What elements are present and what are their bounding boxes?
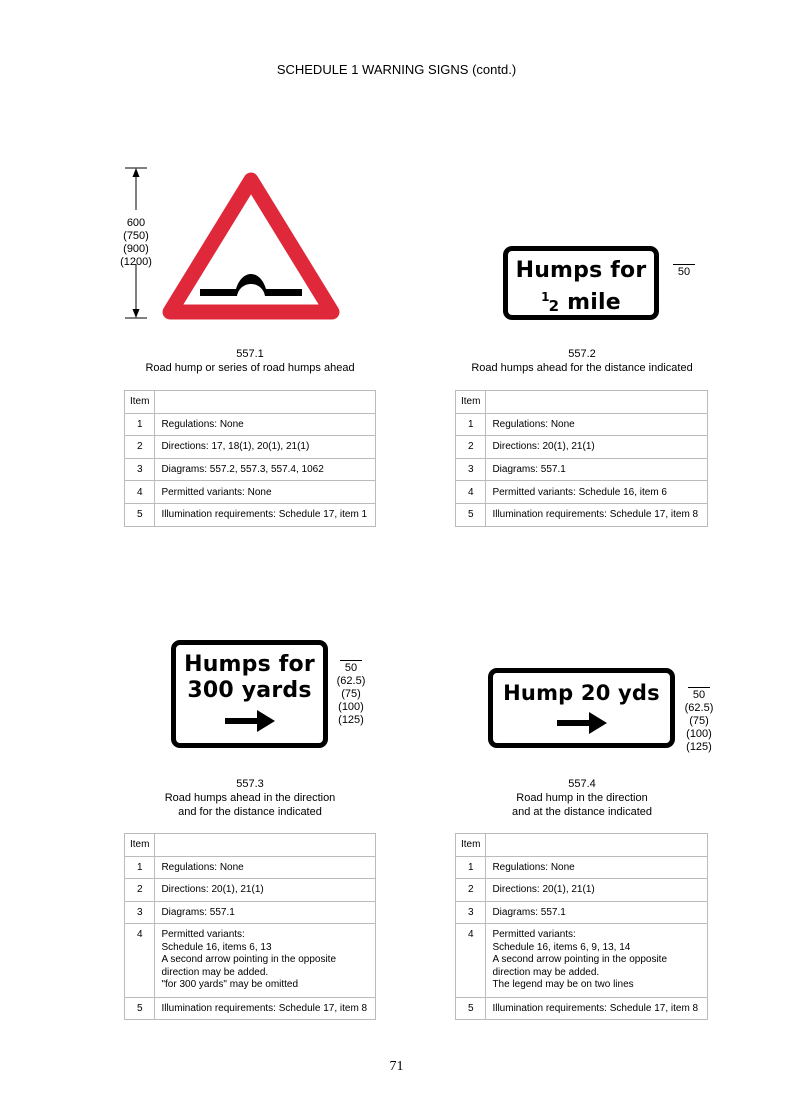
item-text-line: Schedule 16, items 6, 13 bbox=[161, 941, 272, 953]
item-text: Illumination requirements: Schedule 17, item 8 bbox=[486, 503, 708, 526]
item-text: Regulations: None bbox=[486, 856, 708, 879]
arrow-right-icon bbox=[555, 710, 609, 736]
item-number: 4 bbox=[125, 924, 155, 998]
sign-caption bbox=[456, 777, 708, 819]
dim-value: (125) bbox=[686, 741, 712, 753]
item-header: Item bbox=[456, 834, 486, 857]
item-text-line: Schedule 16, items 6, 9, 13, 14 bbox=[492, 941, 631, 953]
item-number: 2 bbox=[125, 879, 155, 902]
dim-value: 600 bbox=[126, 217, 146, 229]
item-text-line: A second arrow pointing in the opposite bbox=[492, 954, 668, 966]
item-number: 3 bbox=[125, 901, 155, 924]
sign-description: and for the distance indicated bbox=[178, 806, 322, 818]
dim-value: (125) bbox=[338, 714, 364, 726]
arrow-right-icon bbox=[223, 708, 277, 734]
item-number: 5 bbox=[456, 503, 486, 526]
sign-caption bbox=[125, 777, 375, 819]
items-table bbox=[455, 833, 708, 1020]
item-number: 5 bbox=[125, 997, 155, 1020]
item-number: 1 bbox=[456, 856, 486, 879]
dim-value: (100) bbox=[686, 728, 712, 740]
dimension-label bbox=[336, 660, 366, 727]
item-number: 2 bbox=[456, 436, 486, 459]
dim-value: (100) bbox=[338, 701, 364, 713]
item-text: Permitted variants: None bbox=[155, 481, 376, 504]
humps-half-mile-sign bbox=[503, 246, 659, 320]
humps-300-yards-sign bbox=[171, 640, 328, 748]
dimension-label bbox=[672, 264, 696, 279]
dim-value: 50 bbox=[340, 660, 362, 675]
sign-legend-line: Hump 20 yds bbox=[503, 681, 660, 705]
item-text-line: direction may be added. bbox=[492, 966, 600, 978]
item-text-line: Permitted variants: bbox=[161, 929, 245, 941]
item-number: 1 bbox=[456, 413, 486, 436]
sign-caption bbox=[456, 347, 708, 375]
dimension-label bbox=[114, 217, 158, 269]
sign-legend-line bbox=[508, 284, 654, 320]
dim-value: (62.5) bbox=[684, 702, 714, 714]
sign-number: 557.3 bbox=[236, 778, 264, 790]
item-number: 3 bbox=[456, 458, 486, 481]
item-text: Permitted variants: Schedule 16, item 6 bbox=[486, 481, 708, 504]
item-text: Directions: 20(1), 21(1) bbox=[155, 879, 376, 902]
dim-value: (1200) bbox=[120, 256, 152, 268]
dim-value: (750) bbox=[123, 230, 149, 242]
sign-legend-line: 300 yards bbox=[187, 678, 312, 703]
item-text: Diagrams: 557.1 bbox=[486, 458, 708, 481]
sign-caption bbox=[125, 347, 375, 375]
item-number: 3 bbox=[456, 901, 486, 924]
sign-legend-text: mile bbox=[559, 290, 621, 315]
item-number: 4 bbox=[125, 481, 155, 504]
item-number: 3 bbox=[125, 458, 155, 481]
item-header: Item bbox=[125, 391, 155, 414]
item-number: 4 bbox=[456, 924, 486, 998]
item-text: Regulations: None bbox=[486, 413, 708, 436]
item-text: Illumination requirements: Schedule 17, item 8 bbox=[155, 997, 376, 1020]
item-number: 1 bbox=[125, 856, 155, 879]
road-hump-icon bbox=[200, 274, 302, 296]
dimension-label bbox=[684, 687, 714, 754]
item-text: Directions: 17, 18(1), 20(1), 21(1) bbox=[155, 436, 376, 459]
item-header: Item bbox=[125, 834, 155, 857]
item-number: 2 bbox=[456, 879, 486, 902]
page-header: SCHEDULE 1 WARNING SIGNS (contd.) bbox=[276, 62, 517, 77]
item-text-line: "for 300 yards" may be omitted bbox=[161, 979, 299, 991]
item-number: 4 bbox=[456, 481, 486, 504]
dim-value: 50 bbox=[673, 264, 695, 279]
item-text: Regulations: None bbox=[155, 413, 376, 436]
item-text-line: A second arrow pointing in the opposite bbox=[161, 954, 337, 966]
dim-value: (62.5) bbox=[336, 675, 366, 687]
sign-description: and at the distance indicated bbox=[511, 806, 653, 818]
item-text bbox=[486, 924, 708, 998]
sign-description: Road hump or series of road humps ahead bbox=[145, 362, 355, 374]
item-number: 2 bbox=[125, 436, 155, 459]
items-table bbox=[124, 833, 376, 1020]
dim-value: (900) bbox=[123, 243, 149, 255]
sign-description: Road humps ahead in the direction bbox=[164, 792, 336, 804]
sign-number: 557.1 bbox=[236, 348, 264, 360]
dim-value: (75) bbox=[341, 688, 361, 700]
sign-description: Road humps ahead for the distance indicated bbox=[471, 362, 693, 374]
page-number: 71 bbox=[389, 1059, 404, 1074]
item-text: Diagrams: 557.1 bbox=[486, 901, 708, 924]
item-number: 5 bbox=[125, 503, 155, 526]
sign-legend-line: Humps for bbox=[184, 652, 315, 677]
dim-value: 50 bbox=[688, 687, 710, 702]
item-number: 5 bbox=[456, 997, 486, 1020]
item-header: Item bbox=[456, 391, 486, 414]
items-table bbox=[124, 390, 376, 527]
item-text: Directions: 20(1), 21(1) bbox=[486, 879, 708, 902]
sign-number: 557.4 bbox=[568, 778, 596, 790]
items-table bbox=[455, 390, 708, 527]
item-text-line: Permitted variants: bbox=[492, 929, 576, 941]
item-text-line: direction may be added. bbox=[161, 966, 269, 978]
item-text bbox=[155, 924, 376, 998]
item-text: Directions: 20(1), 21(1) bbox=[486, 436, 708, 459]
dim-value: (75) bbox=[689, 715, 709, 727]
sign-legend-line: Humps for bbox=[515, 258, 647, 283]
item-text: Diagrams: 557.1 bbox=[155, 901, 376, 924]
fraction-denominator: 2 bbox=[548, 297, 560, 315]
item-text: Illumination requirements: Schedule 17, item 8 bbox=[486, 997, 708, 1020]
warning-triangle-sign bbox=[160, 164, 342, 324]
item-text: Diagrams: 557.2, 557.3, 557.4, 1062 bbox=[155, 458, 376, 481]
hump-20-yds-sign bbox=[488, 668, 675, 748]
item-text: Regulations: None bbox=[155, 856, 376, 879]
item-text: Illumination requirements: Schedule 17, item 1 bbox=[155, 503, 376, 526]
sign-description: Road hump in the direction bbox=[516, 792, 648, 804]
item-number: 1 bbox=[125, 413, 155, 436]
item-text-line: The legend may be on two lines bbox=[492, 979, 634, 991]
sign-number: 557.2 bbox=[568, 348, 596, 360]
fraction-numerator: 1 bbox=[541, 290, 550, 304]
